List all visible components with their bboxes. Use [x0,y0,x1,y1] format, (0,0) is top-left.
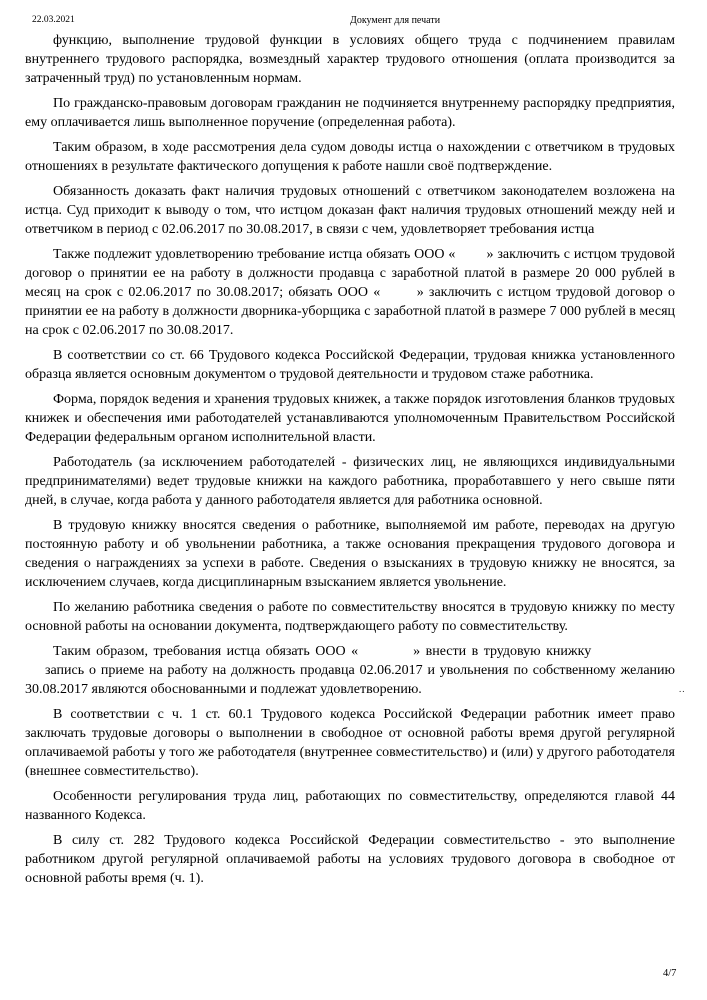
paragraph-14: В силу ст. 282 Трудового кодекса Российской Федерации совместительство - это выполнение работником другой регулярной оплачиваемой работы на условиях трудового договора в свободное от основной работы время (ч. 1). [25,833,675,886]
paragraph-8: Работодатель (за исключением работодателей - физических лиц, не являющихся индивидуальными предпринимателями) ведет трудовые книжки на каждого работника, проработавшего у него свыше пяти дней, в случае, когда работа у данного работодателя является для работника основной. [25,455,675,508]
paragraph-13: Особенности регулирования труда лиц, работающих по совместительству, определяются главой 44 названного Кодекса. [25,789,675,823]
print-title: Документ для печати [350,15,441,26]
paragraph-4: Обязанность доказать факт наличия трудовых отношений с ответчиком законодателем возложена на истца. Суд приходит к выводу о том, что истцом доказан факт наличия трудовых отношений между ней и ответчиком в период с 02.06.2017 по 30.08.2017, в связи с чем, удовлетворяет требования истца [25,184,675,237]
print-date: 22.03.2021 [32,15,75,25]
paragraph-12: В соответствии с ч. 1 ст. 60.1 Трудового кодекса Российской Федерации работник имеет право заключать трудовые договоры о выполнении в свободное от основной работы время другой регулярной оплачиваемой работы у того же работодателя (внутреннее совместительство) и (или) у другого работодателя (внешнее совместительство). [25,707,675,779]
paragraph-9: В трудовую книжку вносятся сведения о работнике, выполняемой им работе, переводах на другую постоянную работу и об увольнении работника, а также основания прекращения трудового договора и сведения о награждениях за успехи в работе. Сведения о взысканиях в трудовую книжку не вносятся, за исключением случаев, когда дисциплинарным взысканием является увольнение. [25,518,675,590]
paragraph-6: В соответствии со ст. 66 Трудового кодекса Российской Федерации, трудовая книжка установленного образца является основным документом о трудовой деятельности и трудовом стаже работника. [25,348,675,382]
paragraph-5: Также подлежит удовлетворению требование истца обязать ООО « » заключить с истцом трудовой договор о принятии ее на работу в должности продавца с заработной платой в размере 20 000 рублей в месяц на срок с 02.06.2017 по 30.08.2017; обязать ООО « » заключить с истцом трудовой договор о принятии ее на работу в должности дворника-уборщика с заработной платой в размере 7 000 рублей в месяц на срок с 02.06.2017 по 30.08.2017. [25,247,675,338]
document-body [25,31,675,894]
paragraph-10: По желанию работника сведения о работе по совместительству вносятся в трудовую книжку по месту основной работы на основании документа, подтверждающего работу по совместительству. [25,600,675,634]
paragraph-3: Таким образом, в ходе рассмотрения дела судом доводы истца о нахождении с ответчиком в трудовых отношениях в результате фактического допущения к работе нашли своё подтверждение. [25,140,675,174]
paragraph-1: функцию, выполнение трудовой функции в условиях общего труда с подчинением правилам внутреннего трудового распорядка, возмездный характер трудового отношения (оплата производится за затраченный труд) по установленным нормам. [25,33,675,86]
paragraph-2: По гражданско-правовым договорам гражданин не подчиняется внутреннему распорядку предприятия, ему оплачивается лишь выполненное поручение (определенная работа). [25,96,675,130]
paragraph-11-line-1: Таким образом, требования истца обязать ООО « » внести в трудовую книжку [53,644,592,659]
print-footer [663,968,676,979]
stray-mark: .. [679,684,686,694]
paragraph-11-continuation: запись о приеме на работу на должность продавца 02.06.2017 и увольнения по собственному желанию 30.08.2017 являются обоснованными и подлежат удовлетворению. [25,663,675,697]
paragraph-7: Форма, порядок ведения и хранения трудовых книжек, а также порядок изготовления бланков трудовых книжек и обеспечения ими работодателей устанавливаются уполномоченным Правительством Российской Федерации федеральным органом исполнительной власти. [25,392,675,445]
page-number: 4/7 [663,968,677,979]
